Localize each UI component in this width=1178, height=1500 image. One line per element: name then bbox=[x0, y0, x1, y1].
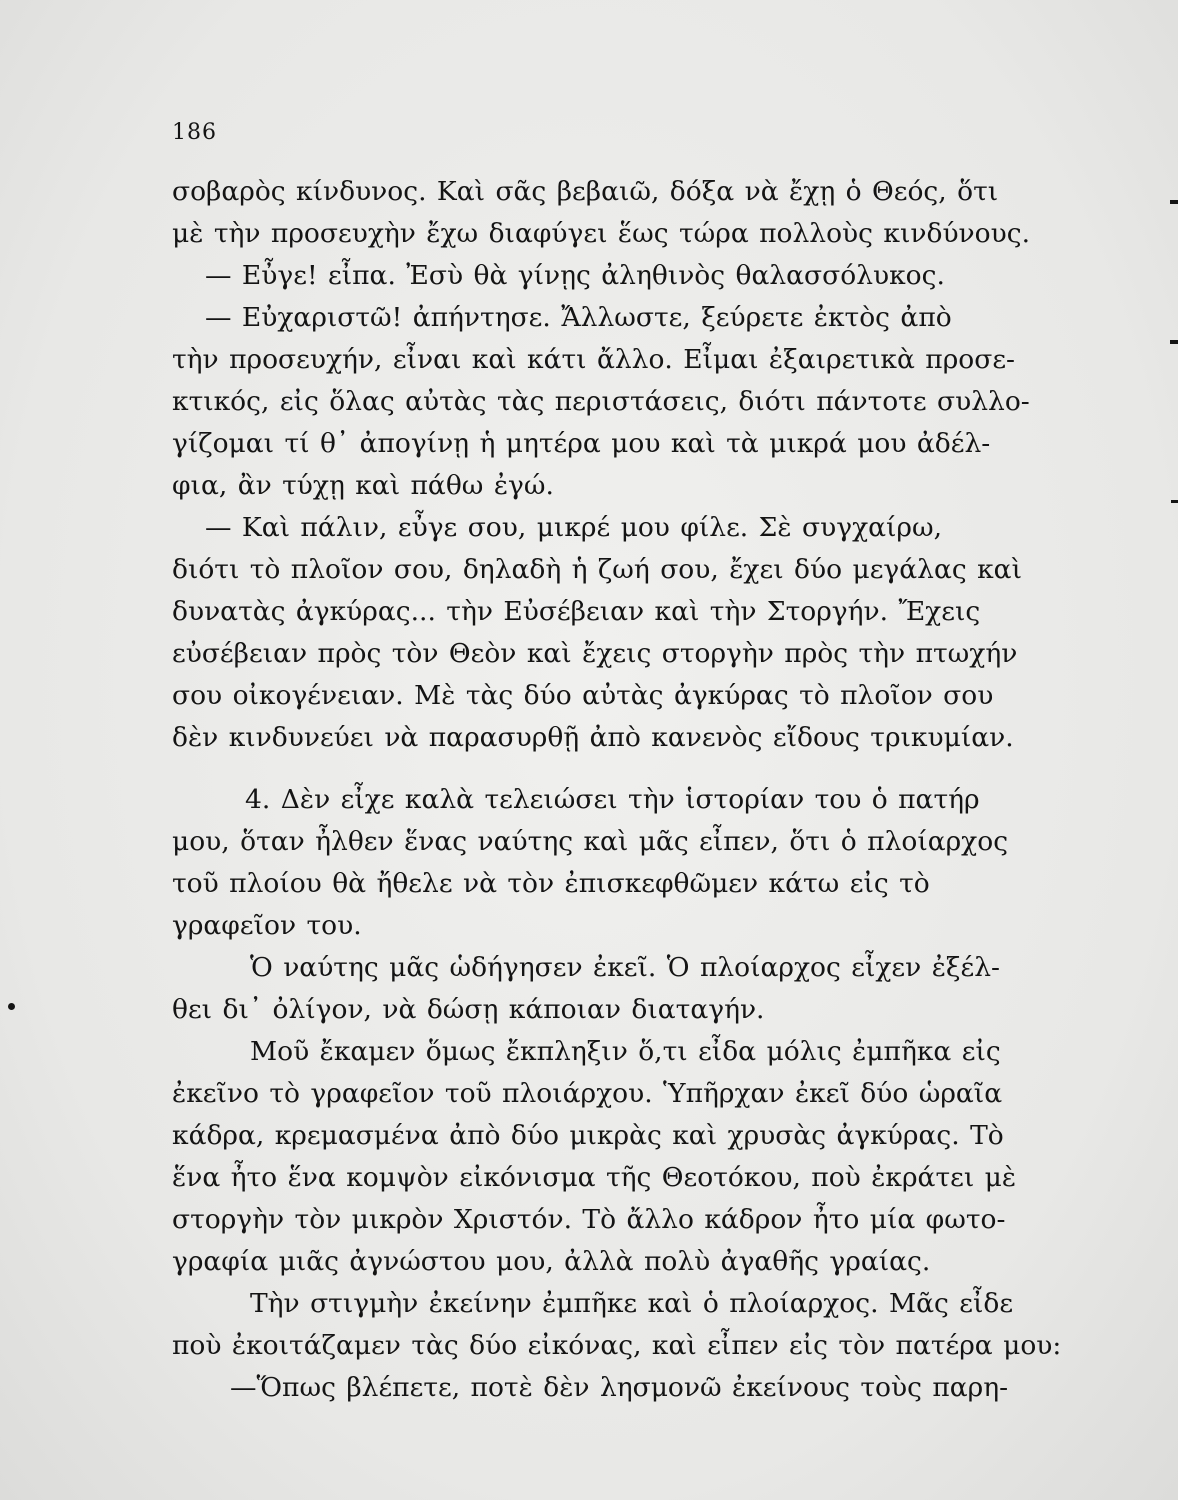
text-line: δυνατὰς ἀγκύρας... τὴν Εὐσέβειαν καὶ τὴν Στοργήν. Ἔχεις bbox=[172, 596, 981, 627]
text-line: — Εὐχαριστῶ! ἀπήντησε. Ἄλλωστε, ξεύρετε ἐκτὸς ἀπὸ bbox=[205, 302, 952, 333]
text-line: γραφεῖον του. bbox=[172, 910, 362, 941]
text-line: Τὴν στιγμὴν ἐκείνην ἐμπῆκε καὶ ὁ πλοίαρχος. Μᾶς εἶδε bbox=[250, 1288, 1014, 1319]
text-line: ἕνα ἦτο ἕνα κομψὸν εἰκόνισμα τῆς Θεοτόκου, ποὺ ἐκράτει μὲ bbox=[172, 1162, 1017, 1193]
text-line: γίζομαι τί θ᾽ ἀπογίνῃ ἡ μητέρα μου καὶ τὰ μικρά μου ἀδέλ- bbox=[172, 428, 991, 459]
text-line: γραφία μιᾶς ἀγνώστου μου, ἀλλὰ πολὺ ἀγαθῆς γραίας. bbox=[172, 1246, 931, 1277]
text-line: — Καὶ πάλιν, εὖγε σου, μικρέ μου φίλε. Σὲ συγχαίρω, bbox=[205, 512, 943, 543]
edge-mark bbox=[1170, 340, 1178, 344]
text-line: 4. Δὲν εἶχε καλὰ τελειώσει τὴν ἱστορίαν του ὁ πατήρ bbox=[245, 784, 980, 815]
text-line: ποὺ ἐκοιτάζαμεν τὰς δύο εἰκόνας, καὶ εἶπεν εἰς τὸν πατέρα μου: bbox=[172, 1330, 1062, 1361]
text-line: εὐσέβειαν πρὸς τὸν Θεὸν καὶ ἔχεις στοργὴν πρὸς τὴν πτωχήν bbox=[172, 638, 1018, 669]
text-line: Μοῦ ἔκαμεν ὅμως ἔκπληξιν ὅ,τι εἶδα μόλις ἐμπῆκα εἰς bbox=[250, 1036, 1001, 1067]
text-line: σου οἰκογένειαν. Μὲ τὰς δύο αὐτὰς ἀγκύρας τὸ πλοῖον σου bbox=[172, 680, 994, 711]
text-line: δὲν κινδυνεύει νὰ παρασυρθῇ ἀπὸ κανενὸς εἴδους τρικυμίαν. bbox=[172, 722, 1014, 753]
text-line: τὴν προσευχήν, εἶναι καὶ κάτι ἄλλο. Εἶμαι ἐξαιρετικὰ προσε- bbox=[172, 344, 1015, 375]
text-line: κτικός, εἰς ὅλας αὐτὰς τὰς περιστάσεις, διότι πάντοτε συλλο- bbox=[172, 386, 1030, 417]
edge-mark bbox=[1171, 500, 1178, 503]
text-line: στοργὴν τὸν μικρὸν Χριστόν. Τὸ ἄλλο κάδρον ἦτο μία φωτο- bbox=[172, 1204, 1006, 1235]
text-line: μὲ τὴν προσευχὴν ἔχω διαφύγει ἕως τώρα πολλοὺς κινδύνους. bbox=[172, 218, 1030, 249]
text-line: μου, ὅταν ἦλθεν ἕνας ναύτης καὶ μᾶς εἶπεν, ὅτι ὁ πλοίαρχος bbox=[172, 826, 1009, 857]
text-line: — Εὖγε! εἶπα. Ἐσὺ θὰ γίνῃς ἀληθινὸς θαλασσόλυκος. bbox=[205, 260, 945, 291]
page-number: 186 bbox=[172, 120, 217, 145]
ink-spot bbox=[8, 1003, 15, 1010]
text-line: —Ὅπως βλέπετε, ποτὲ δὲν λησμονῶ ἐκείνους τοὺς παρη- bbox=[230, 1372, 1009, 1403]
text-line: φια, ἂν τύχῃ καὶ πάθω ἐγώ. bbox=[172, 470, 554, 501]
text-line: θει δι᾽ ὀλίγον, νὰ δώσῃ κάποιαν διαταγήν. bbox=[172, 994, 765, 1025]
edge-mark bbox=[1170, 200, 1178, 204]
text-line: ἐκεῖνο τὸ γραφεῖον τοῦ πλοιάρχου. Ὑπῆρχαν ἐκεῖ δύο ὡραῖα bbox=[172, 1078, 1003, 1109]
text-line: τοῦ πλοίου θὰ ἤθελε νὰ τὸν ἐπισκεφθῶμεν κάτω εἰς τὸ bbox=[172, 868, 930, 899]
text-line: σοβαρὸς κίνδυνος. Καὶ σᾶς βεβαιῶ, δόξα νὰ ἔχῃ ὁ Θεός, ὅτι bbox=[172, 176, 999, 207]
text-line: κάδρα, κρεμασμένα ἀπὸ δύο μικρὰς καὶ χρυσὰς ἀγκύρας. Τὸ bbox=[172, 1120, 1004, 1151]
text-line: διότι τὸ πλοῖον σου, δηλαδὴ ἡ ζωή σου, ἔχει δύο μεγάλας καὶ bbox=[172, 554, 1022, 585]
text-line: Ὁ ναύτης μᾶς ὡδήγησεν ἐκεῖ. Ὁ πλοίαρχος εἶχεν ἐξέλ- bbox=[250, 952, 1000, 983]
